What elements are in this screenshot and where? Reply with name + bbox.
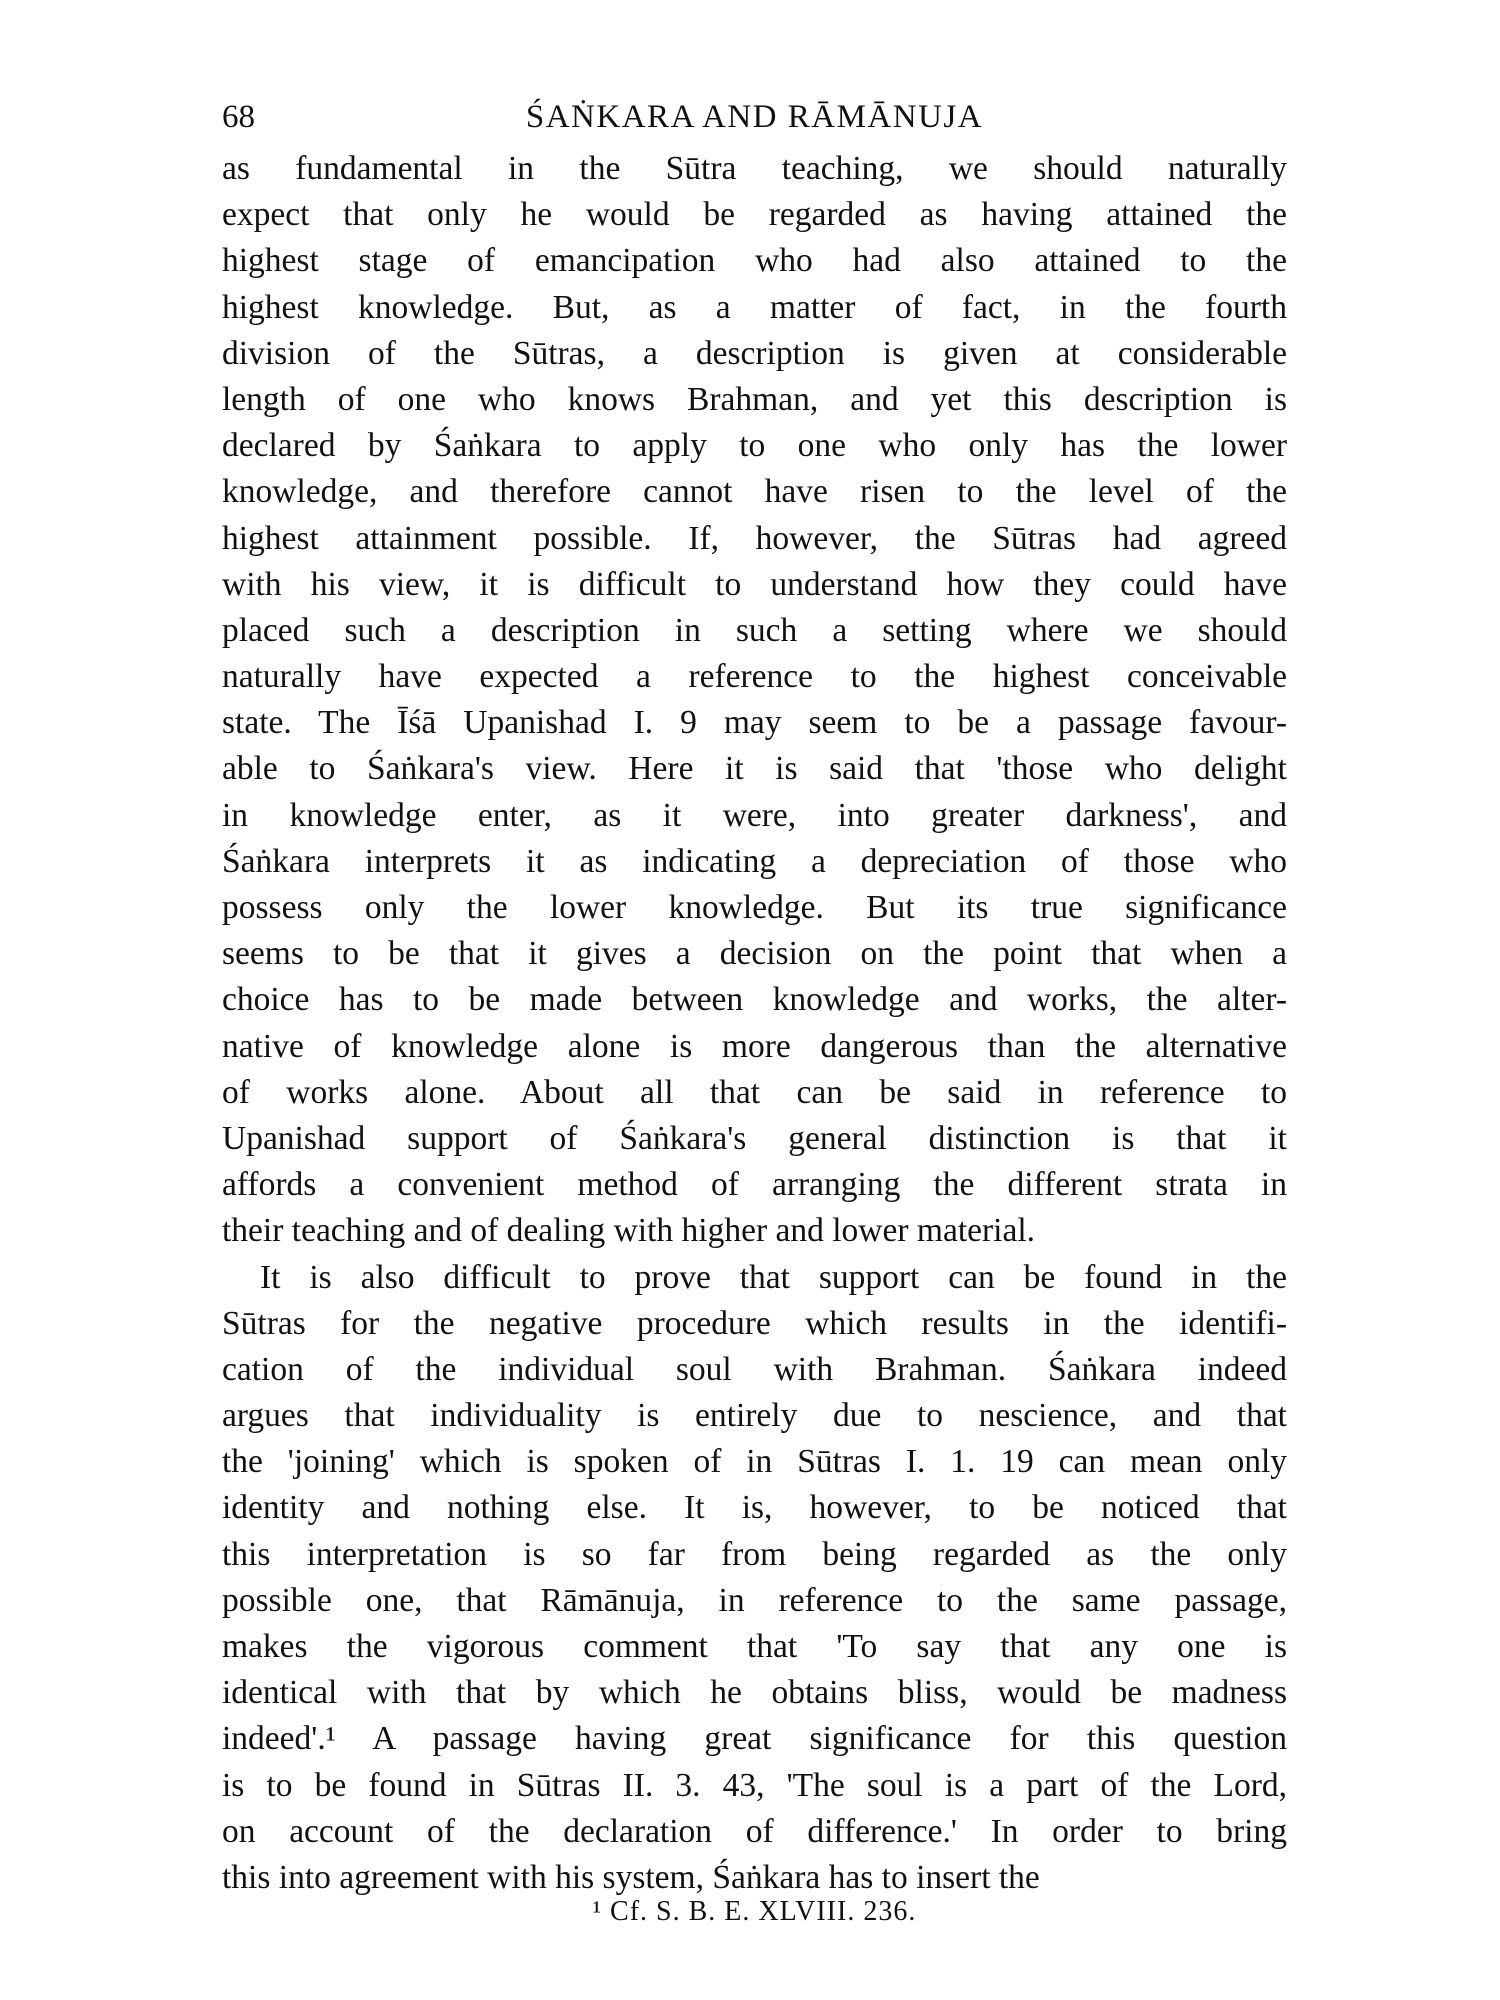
text-line: this into agreement with his system, Śaṅkara has to insert the	[222, 1858, 1040, 1896]
text-line: this interpretation is so far from being regarded as the only	[222, 1535, 1287, 1573]
text-line: on account of the declaration of difference.' In order to bring	[222, 1812, 1287, 1850]
text-line: Upanishad support of Śaṅkara's general distinction is that it	[222, 1119, 1287, 1157]
text-line: declared by Śaṅkara to apply to one who only has the lower	[222, 427, 1287, 465]
text-line: identical with that by which he obtains bliss, would be madness	[222, 1674, 1287, 1712]
text-line: possess only the lower knowledge. But its true significance	[222, 889, 1287, 926]
text-line: Śaṅkara interprets it as indicating a depreciation of those who	[222, 842, 1287, 880]
text-line: highest attainment possible. If, however, the Sūtras had agreed	[222, 519, 1287, 557]
text-line: native of knowledge alone is more dangerous than the alternative	[222, 1027, 1287, 1065]
text-line: division of the Sūtras, a description is given at considerable	[222, 334, 1287, 372]
text-line: affords a convenient method of arranging the different strata in	[222, 1166, 1287, 1204]
text-line: choice has to be made between knowledge and works, the alter-	[222, 981, 1287, 1019]
body-text	[222, 146, 1287, 1901]
text-line: It is also difficult to prove that support can be found in the	[260, 1258, 1287, 1296]
text-line: naturally have expected a reference to the highest conceivable	[222, 658, 1287, 696]
text-line: as fundamental in the Sūtra teaching, we should naturally	[222, 150, 1287, 187]
text-line: their teaching and of dealing with higher and lower material.	[222, 1212, 1036, 1250]
text-line: possible one, that Rāmānuja, in reference to the same passage,	[222, 1581, 1287, 1619]
text-line: state. The Īśā Upanishad I. 9 may seem to be a passage favour-	[222, 704, 1287, 742]
text-line: cation of the individual soul with Brahman. Śaṅkara indeed	[222, 1350, 1287, 1388]
page-header	[222, 92, 1287, 142]
text-line: the 'joining' which is spoken of in Sūtras I. 1. 19 can mean only	[222, 1443, 1287, 1481]
paragraph	[222, 146, 1287, 1255]
running-title: ŚAṄKARA AND RĀMĀNUJA	[525, 99, 984, 135]
text-line: identity and nothing else. It is, however, to be noticed that	[222, 1489, 1287, 1527]
paragraph	[222, 1255, 1287, 1902]
text-line: indeed'.¹ A passage having great significance for this question	[222, 1720, 1287, 1758]
page-number: 68	[222, 99, 255, 135]
text-line: placed such a description in such a setting where we should	[222, 611, 1287, 649]
text-line: argues that individuality is entirely due to nescience, and that	[222, 1397, 1287, 1435]
text-line: with his view, it is difficult to understand how they could have	[222, 565, 1287, 603]
text-line: highest stage of emancipation who had also attained to the	[222, 242, 1287, 280]
text-line: length of one who knows Brahman, and yet this description is	[222, 380, 1287, 418]
text-line: in knowledge enter, as it were, into greater darkness', and	[222, 796, 1287, 834]
text-line: makes the vigorous comment that 'To say that any one is	[222, 1628, 1287, 1665]
text-line: knowledge, and therefore cannot have risen to the level of the	[222, 473, 1287, 511]
footnote: ¹ Cf. S. B. E. XLVIII. 236.	[592, 1896, 917, 1927]
text-line: expect that only he would be regarded as having attained the	[222, 196, 1287, 234]
text-line: seems to be that it gives a decision on the point that when a	[222, 935, 1287, 973]
text-line: of works alone. About all that can be said in reference to	[222, 1073, 1287, 1111]
text-line: able to Śaṅkara's view. Here it is said that 'those who delight	[222, 750, 1287, 788]
text-line: is to be found in Sūtras II. 3. 43, 'The soul is a part of the Lord,	[222, 1766, 1287, 1804]
text-line: Sūtras for the negative procedure which results in the identifi-	[222, 1304, 1287, 1342]
text-line: highest knowledge. But, as a matter of fact, in the fourth	[222, 288, 1287, 326]
